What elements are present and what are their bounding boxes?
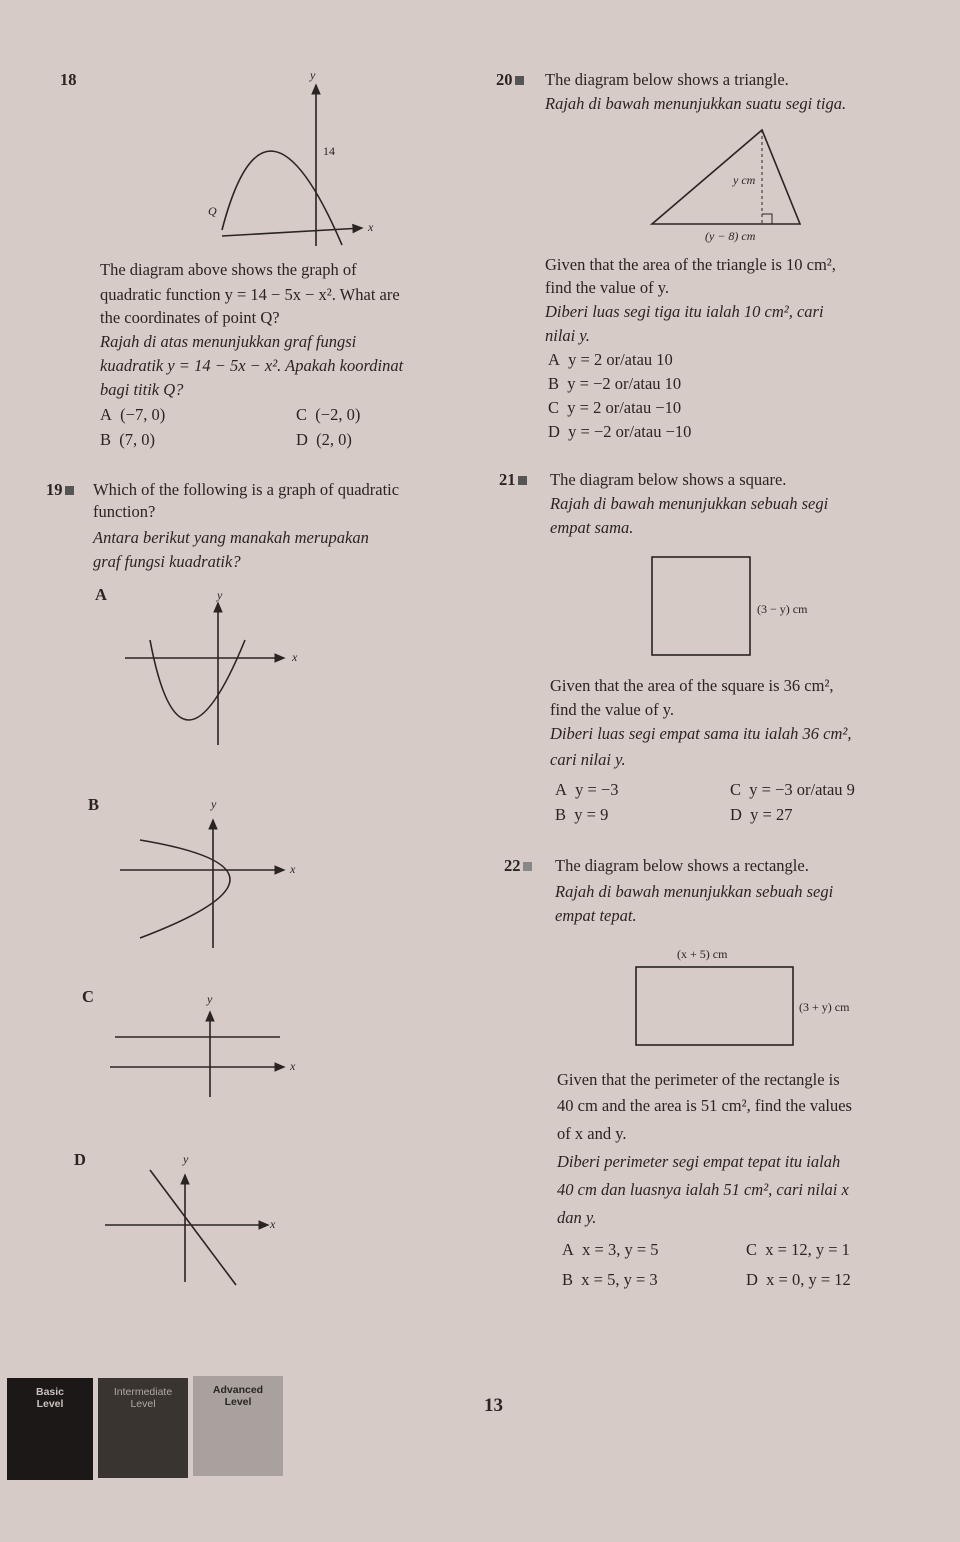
- option-value: x = 0, y = 12: [766, 1270, 851, 1289]
- intermediate-level-box: Intermediate Level: [98, 1378, 188, 1478]
- q21-option-a[interactable]: [555, 780, 619, 800]
- option-value: (7, 0): [119, 430, 156, 449]
- option-value: y = 9: [574, 805, 609, 824]
- q19-graph-d: [105, 1170, 268, 1285]
- q19-number: 19: [46, 480, 78, 500]
- option-value: x = 5, y = 3: [581, 1270, 658, 1289]
- q19-text: function?: [93, 502, 156, 521]
- q18-text: quadratic function y = 14 − 5x − x². What are: [100, 285, 400, 304]
- axis-label: x: [290, 1059, 296, 1073]
- q20-text-ms: Diberi luas segi tiga itu ialah 10 cm², cari: [545, 302, 824, 321]
- q18-number: 18: [60, 70, 77, 89]
- option-value: y = 27: [750, 805, 793, 824]
- level-marker-icon: [523, 862, 532, 871]
- q21-text: find the value of y.: [550, 700, 675, 719]
- q21-title-ms: Rajah di bawah menunjukkan sebuah segi: [550, 494, 829, 513]
- q22-text-ms: dan y.: [557, 1208, 597, 1227]
- option-key: D: [548, 422, 560, 441]
- axis-label: x: [290, 862, 296, 876]
- option-value: y = −3 or/atau 9: [749, 780, 855, 799]
- axis-label: x: [270, 1217, 276, 1231]
- level-marker-icon: [518, 476, 527, 485]
- option-key: D: [746, 1270, 758, 1289]
- option-key: A: [562, 1240, 574, 1259]
- option-key: D: [296, 430, 308, 449]
- option-value: x = 12, y = 1: [765, 1240, 850, 1259]
- q20-triangle: [652, 130, 800, 224]
- q21-option-c[interactable]: [730, 780, 855, 800]
- q18-text: The diagram above shows the graph of: [100, 260, 357, 279]
- option-key: C: [296, 405, 308, 424]
- q22-text: of x and y.: [557, 1124, 627, 1143]
- option-value: x = 3, y = 5: [582, 1240, 659, 1259]
- q22-option-a[interactable]: [562, 1240, 659, 1260]
- q21-text-ms: Diberi luas segi empat sama itu ialah 36 cm²,: [550, 724, 852, 743]
- q22-number: 22: [504, 856, 536, 876]
- q21-text: Given that the area of the square is 36 cm²,: [550, 676, 834, 695]
- q22-option-b[interactable]: [562, 1270, 658, 1290]
- q20-option-a[interactable]: [548, 350, 673, 370]
- q20-height-label: y cm: [733, 173, 756, 187]
- axis-label: y: [217, 588, 223, 602]
- option-key: C: [730, 780, 742, 799]
- q19-text: Which of the following is a graph of quadratic: [93, 480, 400, 499]
- option-value: (−2, 0): [315, 405, 361, 424]
- level-marker-icon: [515, 76, 524, 85]
- q20-text-ms: nilai y.: [545, 326, 590, 345]
- option-key: A: [555, 780, 567, 799]
- level-marker-icon: [65, 486, 74, 495]
- q21-square: [652, 557, 750, 655]
- advanced-level-box: Advanced Level: [193, 1376, 283, 1476]
- q22-rectangle: [636, 967, 793, 1045]
- option-key: D: [730, 805, 742, 824]
- q19-option-a[interactable]: A: [95, 585, 107, 604]
- q21-title: The diagram below shows a square.: [550, 470, 787, 489]
- option-key: C: [548, 398, 560, 417]
- q22-width-label: (x + 5) cm: [677, 947, 728, 961]
- x-axis: [222, 228, 362, 236]
- option-key: B: [548, 374, 560, 393]
- option-key: C: [746, 1240, 758, 1259]
- q22-height-label: (3 + y) cm: [799, 1000, 850, 1014]
- q18-point-label: Q: [208, 204, 217, 218]
- q18-option-d[interactable]: [296, 430, 352, 450]
- q22-title-ms: empat tepat.: [555, 906, 637, 925]
- q19-graph-b: [120, 820, 284, 948]
- axis-label: y: [207, 992, 213, 1006]
- q20-text: find the value of y.: [545, 278, 670, 297]
- q20-title-ms: Rajah di bawah menunjukkan suatu segi tiga.: [545, 94, 847, 113]
- option-key: B: [562, 1270, 574, 1289]
- option-value: (−7, 0): [120, 405, 166, 424]
- q21-number: 21: [499, 470, 531, 490]
- q19-graph-c: [110, 1012, 284, 1097]
- q22-text-ms: Diberi perimeter segi empat tepat itu ialah: [557, 1152, 841, 1171]
- q22-title-ms: Rajah di bawah menunjukkan sebuah segi: [555, 882, 834, 901]
- q22-text: 40 cm and the area is 51 cm², find the values: [557, 1096, 852, 1115]
- q18-x-label: x: [368, 220, 374, 234]
- axis-label: y: [211, 797, 217, 811]
- q19-option-c[interactable]: C: [82, 987, 94, 1006]
- q18-option-b[interactable]: [100, 430, 155, 450]
- option-value: y = −2 or/atau −10: [568, 422, 692, 441]
- q22-title: The diagram below shows a rectangle.: [555, 856, 809, 875]
- page-number: 13: [484, 1395, 503, 1416]
- q22-option-d[interactable]: [746, 1270, 851, 1290]
- q19-text-ms: Antara berikut yang manakah merupakan: [93, 528, 369, 547]
- q18-y-label: y: [310, 68, 316, 82]
- q20-option-d[interactable]: [548, 422, 691, 442]
- q18-text-ms: kuadratik y = 14 − 5x − x². Apakah koordinat: [100, 356, 404, 375]
- q21-title-ms: empat sama.: [550, 518, 634, 537]
- q20-text: Given that the area of the triangle is 10 cm²,: [545, 255, 836, 274]
- option-key: A: [100, 405, 112, 424]
- q21-option-b[interactable]: [555, 805, 608, 825]
- option-value: y = −3: [575, 780, 619, 799]
- axis-label: y: [183, 1152, 189, 1166]
- option-value: y = 2 or/atau 10: [568, 350, 673, 369]
- q20-base-label: (y − 8) cm: [705, 229, 756, 243]
- option-value: y = −2 or/atau 10: [567, 374, 682, 393]
- q21-text-ms: cari nilai y.: [550, 750, 626, 769]
- basic-level-box: Basic Level: [7, 1378, 93, 1480]
- q22-text: Given that the perimeter of the rectangle is: [557, 1070, 840, 1089]
- q20-option-c[interactable]: [548, 398, 681, 418]
- q18-text-ms: bagi titik Q?: [100, 380, 184, 399]
- q22-text-ms: 40 cm dan luasnya ialah 51 cm², cari nilai x: [557, 1180, 849, 1199]
- q19-option-b[interactable]: B: [88, 795, 100, 814]
- option-key: A: [548, 350, 560, 369]
- q20-number: 20: [496, 70, 528, 90]
- q18-intercept-label: 14: [323, 144, 335, 158]
- q18-option-c[interactable]: [296, 405, 360, 425]
- q18-graph: [222, 85, 362, 246]
- q19-option-d[interactable]: D: [74, 1150, 86, 1169]
- q18-option-a[interactable]: [100, 405, 165, 425]
- q19-graph-a: [125, 603, 284, 745]
- q20-title: The diagram below shows a triangle.: [545, 70, 789, 89]
- option-value: y = 2 or/atau −10: [567, 398, 682, 417]
- option-key: B: [555, 805, 567, 824]
- q18-text-ms: Rajah di atas menunjukkan graf fungsi: [100, 332, 357, 351]
- option-value: (2, 0): [316, 430, 352, 449]
- q21-option-d[interactable]: [730, 805, 792, 825]
- q21-side-label: (3 − y) cm: [757, 602, 808, 616]
- q22-option-c[interactable]: [746, 1240, 850, 1260]
- q20-option-b[interactable]: [548, 374, 681, 394]
- axis-label: x: [292, 650, 298, 664]
- option-key: B: [100, 430, 112, 449]
- q18-text: the coordinates of point Q?: [100, 308, 280, 327]
- q19-text-ms: graf fungsi kuadratik?: [93, 552, 241, 571]
